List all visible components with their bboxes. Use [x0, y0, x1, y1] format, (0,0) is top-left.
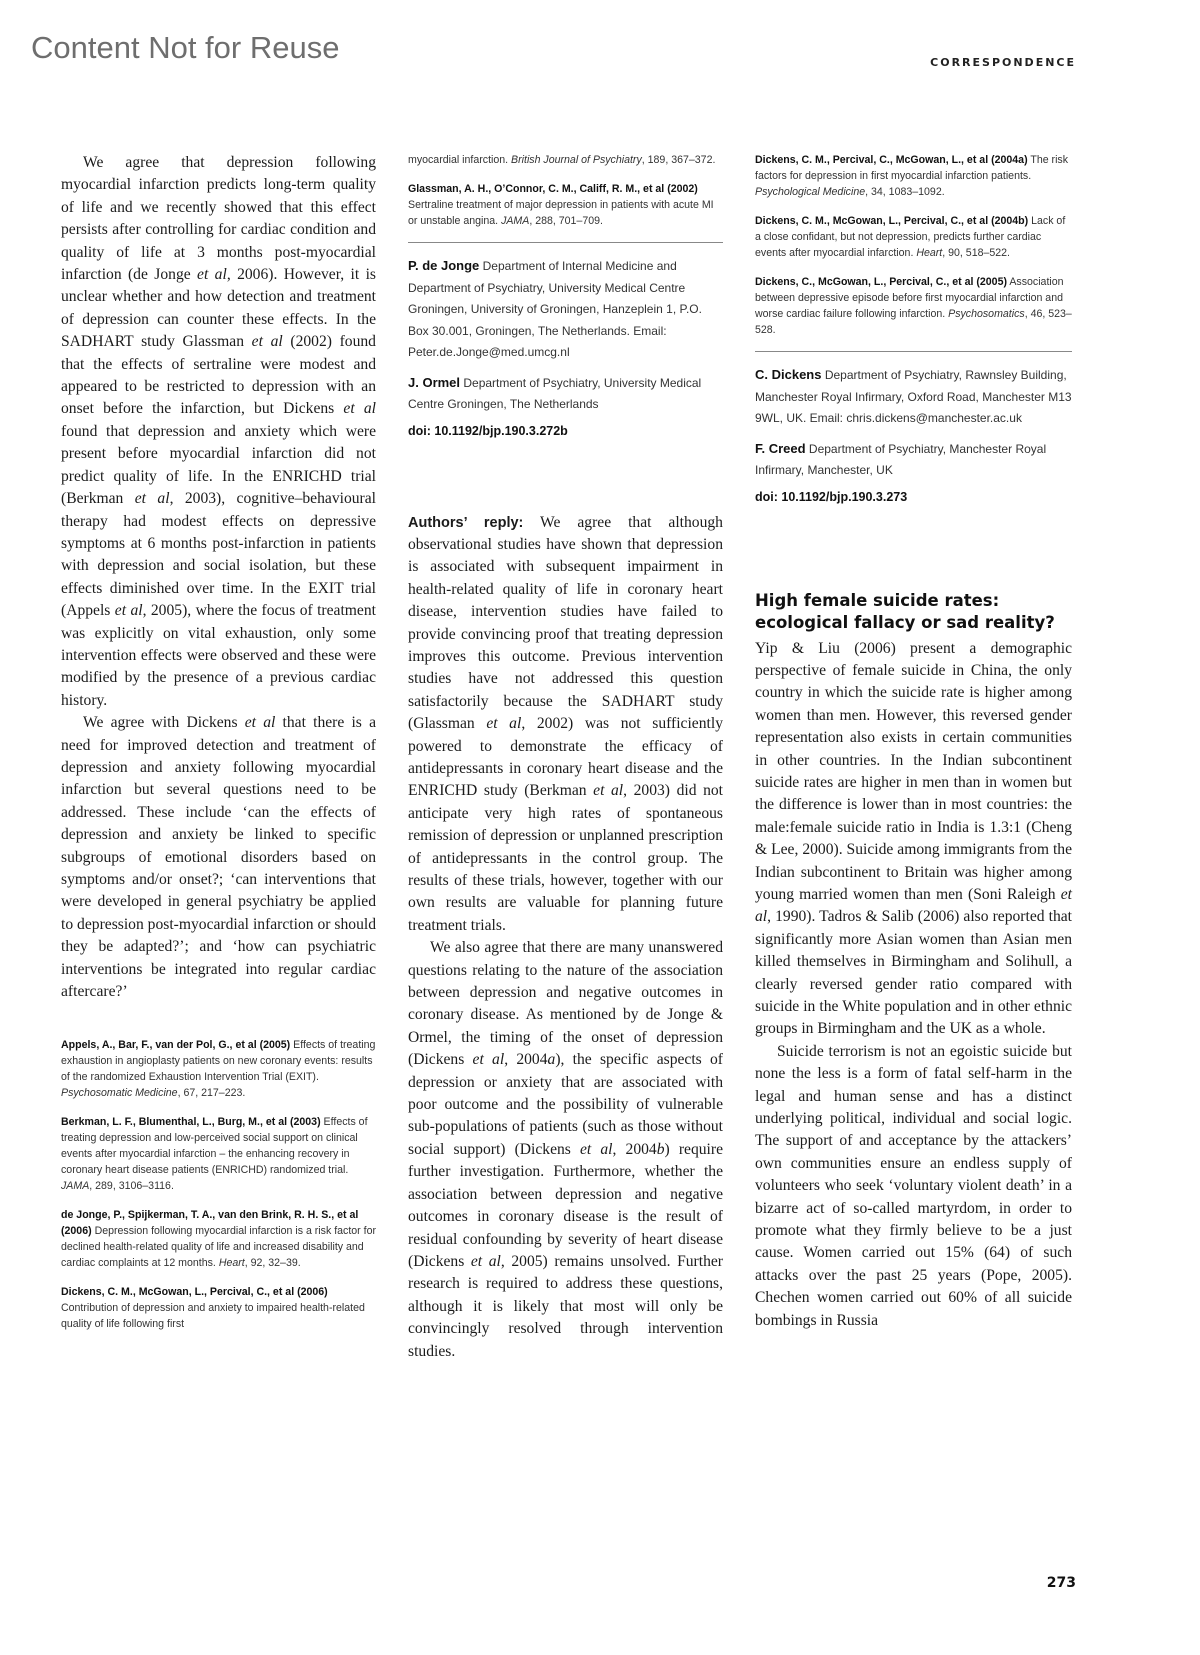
divider — [408, 242, 723, 243]
divider — [755, 351, 1072, 352]
running-head: CORRESPONDENCE — [930, 56, 1076, 69]
paragraph: We agree that depression following myocardial infarction predicts long-term quality of life and we recently showed that this effect persists after controlling for cardiac condition and quality of life at 3 months post-myocardial infarction (de Jonge et al, 2006). However, it is unclear whether and how detection and treatment of depression can counter these effects. In the SADHART study Glassman et al (2002) found that the effects of sertraline were modest and appeared to be restricted to depression with an onset before the infarction, but Dickens et al found that depression and anxiety which were present before myocardial infarction did not predict quality of life. In the ENRICHD trial (Berkman et al, 2003), cognitive–behavioural therapy had modest effects on depressive symptoms at 6 months post-infarction in patients with depression and social isolation, but these effects diminished over time. In the EXIT trial (Appels et al, 2005), where the focus of treatment was explicitly on vital exhaustion, only some intervention effects were observed and these were modified by the presence of a previous cardiac history. — [61, 154, 376, 709]
reference: Appels, A., Bar, F., van der Pol, G., et al (2005) Effects of treating exhaustion in angioplasty patients on new coronary events: results of the randomized Exhaustion Intervention Trial (EXIT). Psychosomatic Medicine, 67, 217–223. — [61, 1039, 376, 1100]
authors-reply — [408, 512, 723, 1363]
doi: doi: 10.1192/bjp.190.3.273 — [755, 489, 908, 504]
author-affiliation: P. de Jonge Department of Internal Medicine and Department of Psychiatry, University Medical Centre Groningen, University of Groningen, Hanzeplein 1, P.O. Box 30.001, Groningen, The Netherlands. Email: Peter.de.Jonge@med.umcg.nl — [408, 258, 702, 359]
paragraph: Suicide terrorism is not an egoistic suicide but none the less is a form of fatal self-harm in the legal and human sense and has a distinct underlying political, individual and social logic. The support of and acceptance by the attackers’ own communities ensure an endless supply of volunteers who seek ‘voluntary violent death’ in a bizarre act of so-called martyrdom, in order to promote what they firmly believe to be a just cause. Women carried out 15% (64) of such attacks over the past 25 years (Pope, 2005). Chechen women carried out 60% of all suicide bombings in Russia — [755, 1042, 1072, 1329]
doi: doi: 10.1192/bjp.190.3.272b — [408, 423, 568, 438]
reference: Glassman, A. H., O’Connor, C. M., Califf, R. M., et al (2002) Sertraline treatment of major depression in patients with acute MI or unstable angina. JAMA, 288, 701–709. — [408, 183, 714, 227]
section-title: High female suicide rates: ecological fallacy or sad reality? — [755, 590, 1055, 632]
reference: Dickens, C., McGowan, L., Percival, C., et al (2005) Association between depressive episode before first myocardial infarction and worse cardiac failure following infarction. Psychosomatics, 46, 523–528. — [755, 276, 1072, 336]
paragraph: Yip & Liu (2006) present a demographic perspective of female suicide in China, the only country in which the suicide rate is higher among women than men. However, this reversed gender representation also exists in certain communities in other countries. In the Indian subcontinent suicide rates are higher in men than in women but the difference is lower than in most countries: the male:female suicide ratio in India is 1.3:1 (Cheng & Lee, 2000). Suicide among immigrants from the Indian subcontinent to Britain was higher among young married women than men (Soni Raleigh et al, 1990). Tadros & Salib (2006) also reported that significantly more Asian women than Asian men killed themselves in Birmingham and Solihull, a clearly reversed gender ratio compared with suicide in the White population and in other ethnic groups in Birmingham and the UK as a whole. — [755, 639, 1072, 1038]
letter-body — [755, 638, 1072, 1333]
author-affiliation: C. Dickens Department of Psychiatry, Rawnsley Building, Manchester Royal Infirmary, Oxford Road, Manchester M13 9WL, UK. Email: chris.dickens@manchester.ac.uk — [755, 367, 1072, 425]
paragraph: We also agree that there are many unanswered questions relating to the nature of the association between depression and negative outcomes in coronary disease. As mentioned by de Jonge & Ormel, the timing of the onset of depression (Dickens et al, 2004a), the specific aspects of depression or anxiety that are associated with poor outcome and the possibility of vulnerable sub-populations of patients (such as those without social support) (Dickens et al, 2004b) require further investigation. Furthermore, whether the association between depression and negative outcomes in coronary disease is the result of residual confounding by severity of heart disease (Dickens et al, 2005) remains unsolved. Further research is required to address these questions, although it is likely that most will only be convincingly resolved through intervention studies. — [408, 939, 723, 1360]
reference: Dickens, C. M., McGowan, L., Percival, C., et al (2004b) Lack of a close confidant, but not depression, predicts further cardiac events after myocardial infarction. Heart, 90, 518–522. — [755, 215, 1066, 259]
column-1 — [61, 152, 376, 1345]
reference: de Jonge, P., Spijkerman, T. A., van den Brink, R. H. S., et al (2006) Depression following myocardial infarction is a risk factor for declined health-related quality of life and increased disability and cardiac complaints at 12 months. Heart, 92, 32–39. — [61, 1209, 377, 1270]
reference: myocardial infarction. British Journal of Psychiatry, 189, 367–372. — [408, 154, 716, 166]
watermark: Content Not for Reuse — [31, 30, 340, 65]
letter-body — [61, 152, 376, 1003]
reference: Dickens, C. M., Percival, C., McGowan, L., et al (2004a) The risk factors for depression in first myocardial infarction patients. Psychological Medicine, 34, 1083–1092. — [755, 154, 1069, 198]
author-affiliation: F. Creed Department of Psychiatry, Manchester Royal Infirmary, Manchester, UK — [755, 440, 1047, 477]
column-3 — [755, 152, 1072, 1332]
reference-list — [61, 1037, 376, 1332]
author-affiliation: J. Ormel Department of Psychiatry, University Medical Centre Groningen, The Netherlands — [408, 374, 702, 411]
paragraph: Authors’ reply: We agree that although observational studies have shown that depression is associated with subsequent impairment in health-related quality of life in coronary heart disease, intervention studies have failed to provide convincing proof that treating depression improves this outcome. Previous intervention studies have not addressed this question satisfactorily because the SADHART study (Glassman et al, 2002) was not sufficiently powered to demonstrate the efficacy of antidepressants in coronary heart disease and the ENRICHD study (Berkman et al, 2003) did not anticipate very high rates of spontaneous remission of depression or unplanned prescription of antidepressants in the control group. The results of these trials, however, together with our own results are valuable for planning future treatment trials. — [408, 513, 723, 934]
page-number: 273 — [1046, 1575, 1076, 1591]
paragraph: We agree with Dickens et al that there is a need for improved detection and treatment of depression and anxiety following myocardial infarction but several questions need to be addressed. These include ‘can the effects of depression and anxiety be linked to specific subgroups of emotional disorders based on symptoms and/or onset?; ‘can interventions that were developed in general psychiatry be applied to depression post-myocardial infarction or should they be adapted?’; and ‘how can psychiatric interventions be integrated into regular cardiac aftercare?’ — [61, 714, 376, 1001]
reply-label: Authors’ reply: — [408, 514, 524, 531]
section-heading — [755, 590, 1072, 634]
reference: Dickens, C. M., McGowan, L., Percival, C., et al (2006) Contribution of depression and anxiety to impaired health-related quality of life following first — [61, 1286, 365, 1331]
column-2 — [408, 152, 723, 1363]
reference: Berkman, L. F., Blumenthal, L., Burg, M., et al (2003) Effects of treating depression and low-perceived social support on clinical events after myocardial infarction – the enhancing recovery in coronary heart disease patients (ENRICHD) randomized trial. JAMA, 289, 3106–3116. — [61, 1116, 368, 1193]
